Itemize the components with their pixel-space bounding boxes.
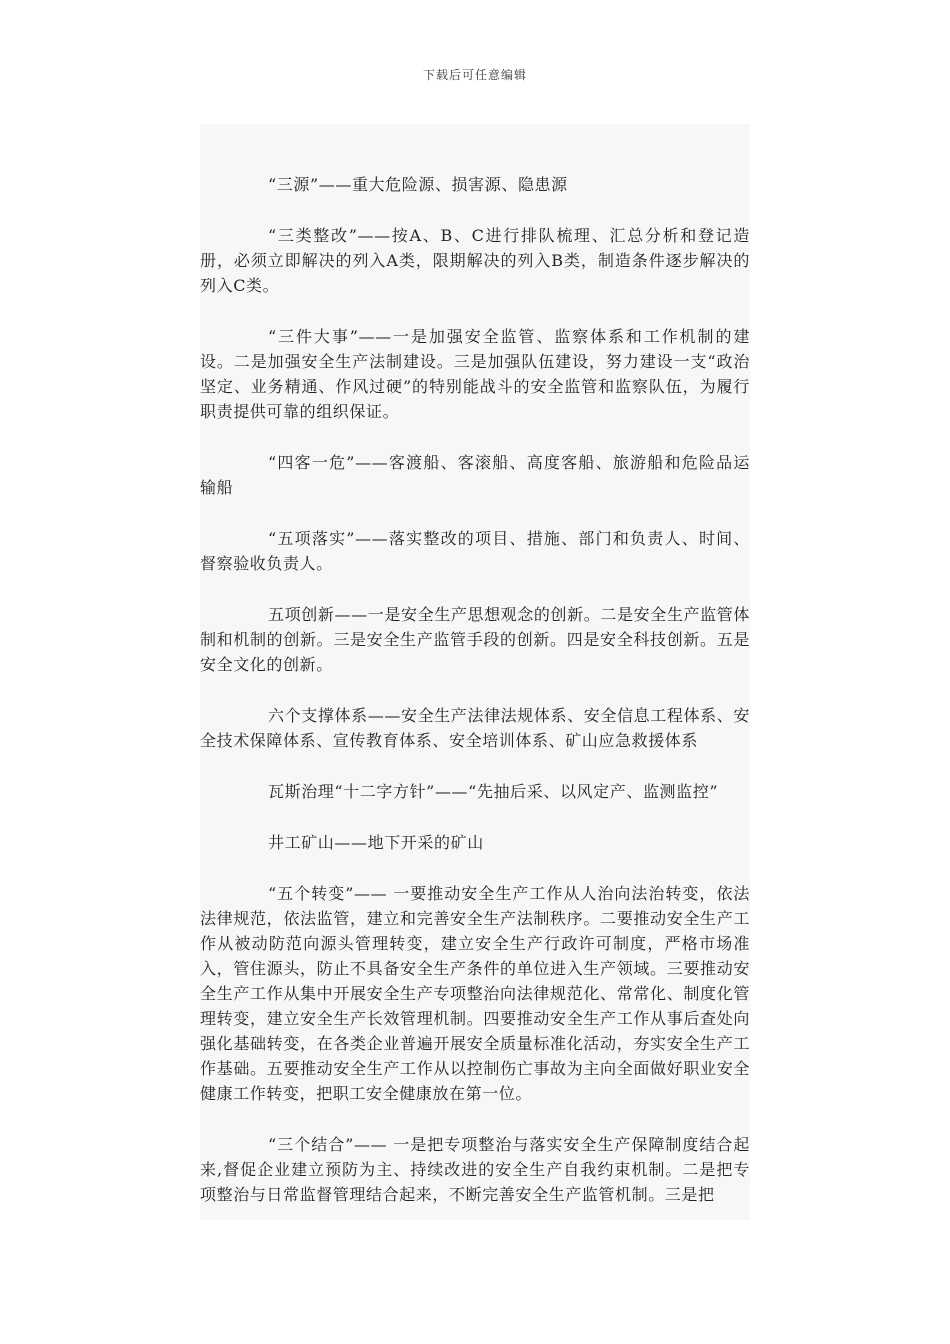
- paragraph-si-ke-yi-wei: “四客一危”——客渡船、客滚船、高度客船、旅游船和危险品运输船: [200, 453, 750, 497]
- document-body: [200, 124, 750, 1220]
- paragraph-san-lei-zheng-gai: “三类整改”——按A、B、C进行排队梳理、汇总分析和登记造册，必须立即解决的列入A类，限期解决的列入B类，制造条件逐步解决的列入C类。: [200, 226, 750, 295]
- page-header: 下载后可任意编辑: [422, 68, 527, 82]
- paragraph-jing-gong-kuang-shan: 井工矿山——地下开采的矿山: [268, 833, 484, 852]
- paragraph-wu-xiang-chuang-xin: 五项创新——一是安全生产思想观念的创新。二是安全生产监管体制和机制的创新。三是安全生产监管手段的创新。四是安全科技创新。五是安全文化的创新。: [200, 605, 750, 674]
- paragraph-san-ge-jie-he: “三个结合”—— 一是把专项整治与落实安全生产保障制度结合起来,督促企业建立预防为主、持续改进的安全生产自我约束机制。二是把专项整治与日常监督管理结合起来，不断完善安全生产监管机制。三是把: [200, 1135, 750, 1204]
- paragraph-liu-ge-zhi-cheng-ti-xi: 六个支撑体系——安全生产法律法规体系、安全信息工程体系、安全技术保障体系、宣传教育体系、安全培训体系、矿山应急救援体系: [200, 706, 750, 750]
- document-body-inner: [200, 124, 750, 1207]
- paragraph-san-jian-da-shi: “三件大事”——一是加强安全监管、监察体系和工作机制的建设。二是加强安全生产法制建设。三是加强队伍建设，努力建设一支“政治坚定、业务精通、作风过硬”的特别能战斗的安全监管和监察队伍，为履行职责提供可靠的组织保证。: [200, 327, 750, 421]
- paragraph-san-yuan: “三源”——重大危险源、损害源、隐患源: [268, 175, 568, 194]
- paragraph-wu-ge-zhuan-bian: “五个转变”—— 一要推动安全生产工作从人治向法治转变，依法法律规范，依法监管，建立和完善安全生产法制秩序。二要推动安全生产工作从被动防范向源头管理转变，建立安全生产行政许可制度，严格市场准入，管住源头，防止不具备安全生产条件的单位进入生产领域。三要推动安全生产工作从集中开展安全生产专项整治向法律规范化、常常化、制度化管理转变，建立安全生产长效管理机制。四要推动安全生产工作从事后查处向强化基础转变，在各类企业普遍开展安全质量标准化活动，夯实安全生产工作基础。五要推动安全生产工作从以控制伤亡事故为主向全面做好职业安全健康工作转变，把职工安全健康放在第一位。: [200, 884, 750, 1103]
- paragraph-wa-si-zhi-li: 瓦斯治理“十二字方针”——“先抽后采、以风定产、监测监控”: [268, 782, 719, 801]
- paragraph-wu-xiang-luo-shi: “五项落实”——落实整改的项目、措施、部门和负责人、时间、督察验收负责人。: [200, 529, 750, 573]
